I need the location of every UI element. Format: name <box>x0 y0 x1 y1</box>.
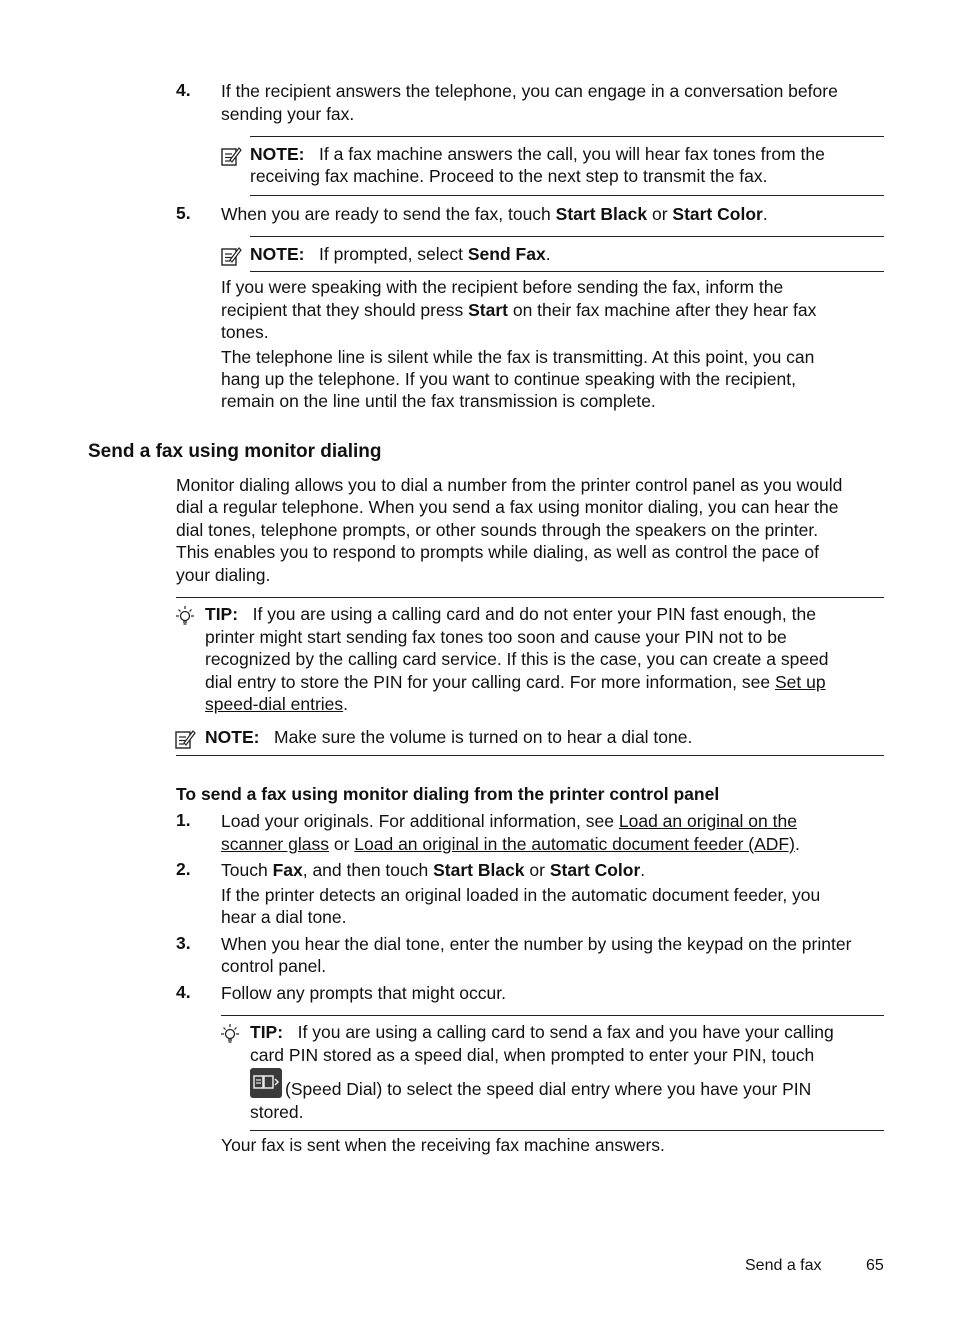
closing-text: Your fax is sent when the receiving fax machine answers. <box>221 1135 665 1155</box>
tip-text: speed-dial entries. <box>205 694 349 714</box>
body-text: dial a regular telephone. When you send a fax using monitor dialing, you can hear the <box>176 497 839 517</box>
step-number: 3. <box>176 933 191 953</box>
tip-top-rule <box>176 597 884 598</box>
step-text: When you are ready to send the fax, touch Start Black or Start Color. <box>221 204 768 224</box>
note-text: NOTE: Make sure the volume is turned on to hear a dial tone. <box>205 727 693 747</box>
tip-text: printer might start sending fax tones too soon and cause your PIN not to be <box>205 627 787 647</box>
step-text: scanner glass or Load an original in the automatic document feeder (ADF). <box>221 834 800 854</box>
section-heading: Send a fax using monitor dialing <box>88 441 382 462</box>
tip-text: dial entry to store the PIN for your calling card. For more information, see Set up <box>205 672 826 692</box>
tip-text: card PIN stored as a speed dial, when prompted to enter your PIN, touch <box>250 1045 815 1065</box>
tip-bottom-rule <box>250 1130 884 1131</box>
light-bulb-icon <box>174 605 196 627</box>
step-text: sending your fax. <box>221 104 355 124</box>
note-bottom-rule <box>250 271 884 272</box>
step-number: 2. <box>176 859 191 879</box>
tip-top-rule <box>221 1015 884 1016</box>
note-bottom-rule <box>250 195 884 196</box>
body-text: tones. <box>221 322 269 342</box>
light-bulb-icon <box>219 1023 241 1045</box>
tip-text: TIP: If you are using a calling card to send a fax and you have your calling <box>250 1022 834 1042</box>
step-text: When you hear the dial tone, enter the number by using the keypad on the printer <box>221 934 852 954</box>
speed-dial-link[interactable]: Set up <box>774 672 826 692</box>
note-top-rule <box>250 136 884 137</box>
step-text: If the recipient answers the telephone, you can engage in a conversation before <box>221 81 838 101</box>
step-text: Follow any prompts that might occur. <box>221 983 506 1003</box>
note-pad-icon <box>220 245 242 267</box>
tip-text: stored. <box>250 1102 304 1122</box>
step-number: 1. <box>176 810 191 830</box>
note-label: NOTE: <box>250 244 305 264</box>
note-pad-icon <box>174 728 196 750</box>
note-bottom-rule <box>176 755 884 756</box>
step-number: 4. <box>176 80 191 100</box>
adf-link[interactable]: Load an original in the automatic document feeder (ADF) <box>354 834 795 854</box>
speed-dial-icon <box>250 1068 282 1098</box>
note-label: NOTE: <box>205 727 260 747</box>
body-text: Monitor dialing allows you to dial a number from the printer control panel as you would <box>176 475 843 495</box>
step-number: 5. <box>176 203 191 223</box>
step-text: hear a dial tone. <box>221 907 347 927</box>
body-text: The telephone line is silent while the fax is transmitting. At this point, you can <box>221 347 815 367</box>
procedure-heading: To send a fax using monitor dialing from the printer control panel <box>176 784 720 804</box>
body-text: remain on the line until the fax transmission is complete. <box>221 391 656 411</box>
footer-section-title: Send a fax <box>745 1257 822 1274</box>
note-top-rule <box>250 236 884 237</box>
body-text: recipient that they should press Start on their fax machine after they hear fax <box>221 300 817 320</box>
body-text: If you were speaking with the recipient before sending the fax, inform the <box>221 277 784 297</box>
body-text: This enables you to respond to prompts while dialing, as well as control the pace of <box>176 542 819 562</box>
tip-label: TIP: <box>250 1022 284 1042</box>
tip-text: recognized by the calling card service. If this is the case, you can create a speed <box>205 649 829 669</box>
body-text: your dialing. <box>176 565 271 585</box>
body-text: dial tones, telephone prompts, or other sounds through the speakers on the printer. <box>176 520 819 540</box>
note-text: NOTE: If a fax machine answers the call, you will hear fax tones from the <box>250 144 825 164</box>
scanner-glass-link[interactable]: scanner glass <box>221 834 329 854</box>
tip-label: TIP: <box>205 604 239 624</box>
note-label: NOTE: <box>250 144 305 164</box>
step-number: 4. <box>176 982 191 1002</box>
body-text: hang up the telephone. If you want to continue speaking with the recipient, <box>221 369 796 389</box>
tip-text: (Speed Dial) to select the speed dial entry where you have your PIN <box>285 1079 812 1099</box>
step-text: If the printer detects an original loaded in the automatic document feeder, you <box>221 885 821 905</box>
scanner-glass-link[interactable]: Load an original on the <box>618 811 797 831</box>
step-text: control panel. <box>221 956 327 976</box>
speed-dial-link[interactable]: speed-dial entries <box>205 694 344 714</box>
page-number: 65 <box>866 1257 884 1274</box>
step-text: Touch Fax, and then touch Start Black or Start Color. <box>221 860 646 880</box>
note-pad-icon <box>220 145 242 167</box>
tip-text: TIP: If you are using a calling card and do not enter your PIN fast enough, the <box>205 604 816 624</box>
step-text: Load your originals. For additional information, see Load an original on the <box>221 811 797 831</box>
note-text: receiving fax machine. Proceed to the next step to transmit the fax. <box>250 166 768 186</box>
note-text: NOTE: If prompted, select Send Fax. <box>250 244 551 264</box>
